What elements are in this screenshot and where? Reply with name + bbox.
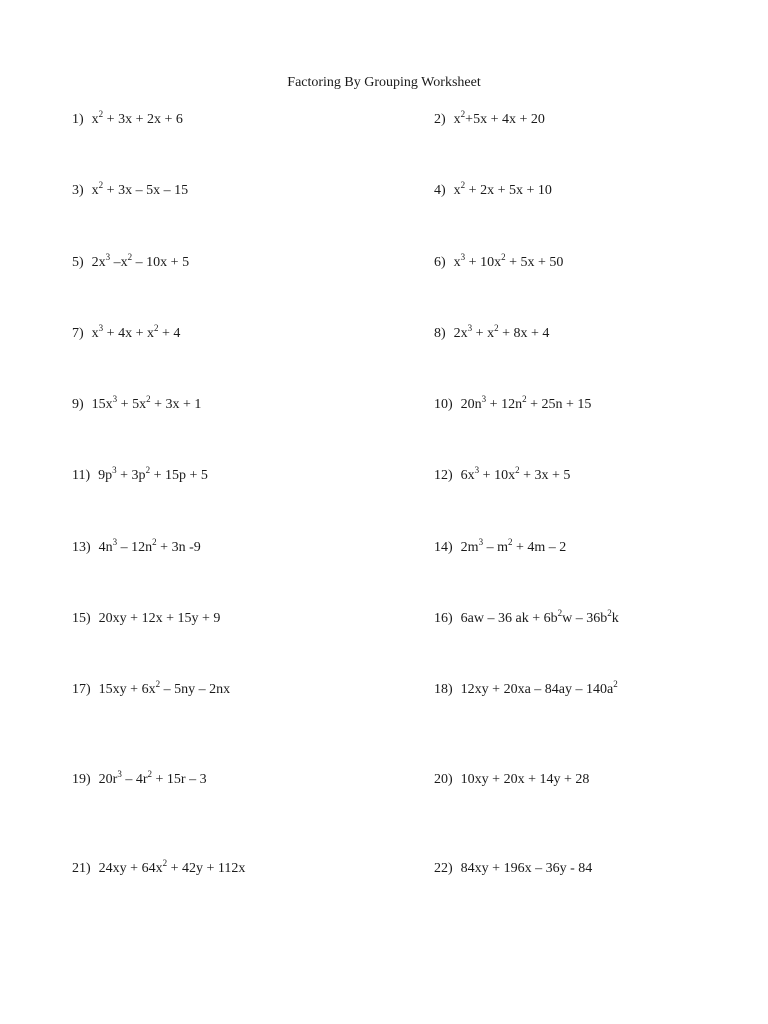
problem-expression: $2m^3 - m^2 + 4m - 2$	[460, 537, 567, 555]
problem-item	[434, 860, 592, 878]
problem-number: 16)	[434, 611, 453, 626]
problem-number: 21)	[72, 861, 91, 876]
problem-item	[72, 610, 220, 628]
problem-expression: $x^2+5x + 4x + 20$	[453, 109, 545, 127]
problem-expression: $24xy + 64x^2 + 42y + 112x$	[98, 858, 246, 876]
problem-number: 11)	[72, 468, 91, 483]
problem-expression: $x^2 + 3x - 5x - 15$	[91, 180, 189, 198]
problem-item	[434, 254, 563, 272]
problem-number: 14)	[434, 540, 453, 555]
problem-number: 13)	[72, 540, 91, 555]
problem-expression: $x^3 + 4x + x^2 + 4$	[91, 323, 181, 341]
problem-number: 15)	[72, 611, 91, 626]
problem-item	[434, 771, 589, 789]
problem-expression: $x^2 + 3x + 2x + 6$	[91, 109, 183, 127]
problem-number: 7)	[72, 326, 84, 341]
problem-item	[72, 325, 180, 343]
problem-item	[434, 539, 566, 557]
problem-number: 6)	[434, 255, 446, 270]
problem-expression: 10xy + 20x + 14y + 28	[460, 772, 590, 787]
problem-item	[72, 771, 207, 789]
problem-item	[72, 182, 188, 200]
problem-number: 9)	[72, 397, 84, 412]
problem-expression: $2x^3$ $-x^2 - 10x + 5$	[91, 252, 190, 270]
problem-item	[434, 111, 545, 129]
problem-expression: $2x^3 + x^2 + 8x + 4$	[453, 323, 550, 341]
problem-item	[434, 610, 619, 628]
page-title: Factoring By Grouping Worksheet	[287, 75, 481, 90]
problem-number: 4)	[434, 183, 446, 198]
problem-item	[72, 396, 201, 414]
problem-number: 19)	[72, 772, 91, 787]
problem-expression: $9p^3 + 3p^2 + 15p + 5$	[98, 465, 208, 483]
problem-item	[72, 860, 245, 878]
problem-number: 10)	[434, 397, 453, 412]
problem-item	[72, 681, 230, 699]
problem-expression: $20r^3 - 4r^2 + 15r - 3$	[98, 769, 207, 787]
problem-item	[72, 254, 189, 272]
problem-number: 2)	[434, 112, 446, 127]
problem-item	[434, 325, 549, 343]
problem-item	[434, 396, 591, 414]
problem-expression: $6x^3 + 10x^2 + 3x + 5$	[460, 465, 571, 483]
problem-item	[434, 681, 618, 699]
problem-number: 12)	[434, 468, 453, 483]
problem-expression: $15x^3 + 5x^2 + 3x + 1$	[91, 394, 202, 412]
problem-number: 1)	[72, 112, 84, 127]
problem-expression: $15xy + 6x^2 - 5ny - 2nx$	[98, 679, 231, 697]
problem-expression: $4n^3 - 12n^2 + 3n$ -9	[98, 537, 201, 555]
problem-expression: $12xy + 20xa - 84ay - 140a^2$	[460, 679, 618, 697]
problem-number: 22)	[434, 861, 453, 876]
problem-expression: $20n^3 + 12n^2 + 25n + 15$	[460, 394, 592, 412]
problem-number: 5)	[72, 255, 84, 270]
problem-item	[72, 539, 201, 557]
problem-number: 8)	[434, 326, 446, 341]
problem-number: 18)	[434, 682, 453, 697]
problem-number: 20)	[434, 772, 453, 787]
problem-expression: $x^2 + 2x + 5x + 10$	[453, 180, 552, 198]
problem-item	[72, 111, 183, 129]
problem-item	[434, 467, 570, 485]
problem-number: 17)	[72, 682, 91, 697]
problem-expression: 6aw – 36 ak + $6b^2w - 36b^2k$	[460, 608, 619, 626]
problem-item	[434, 182, 552, 200]
problem-expression: 20xy + 12x + 15y + 9	[98, 611, 221, 626]
problem-expression: 84xy + 196x – 36y - 84	[460, 861, 593, 876]
problem-item	[72, 467, 208, 485]
problem-number: 3)	[72, 183, 84, 198]
problem-expression: $x^3 + 10x^2 + 5x + 50$	[453, 252, 564, 270]
